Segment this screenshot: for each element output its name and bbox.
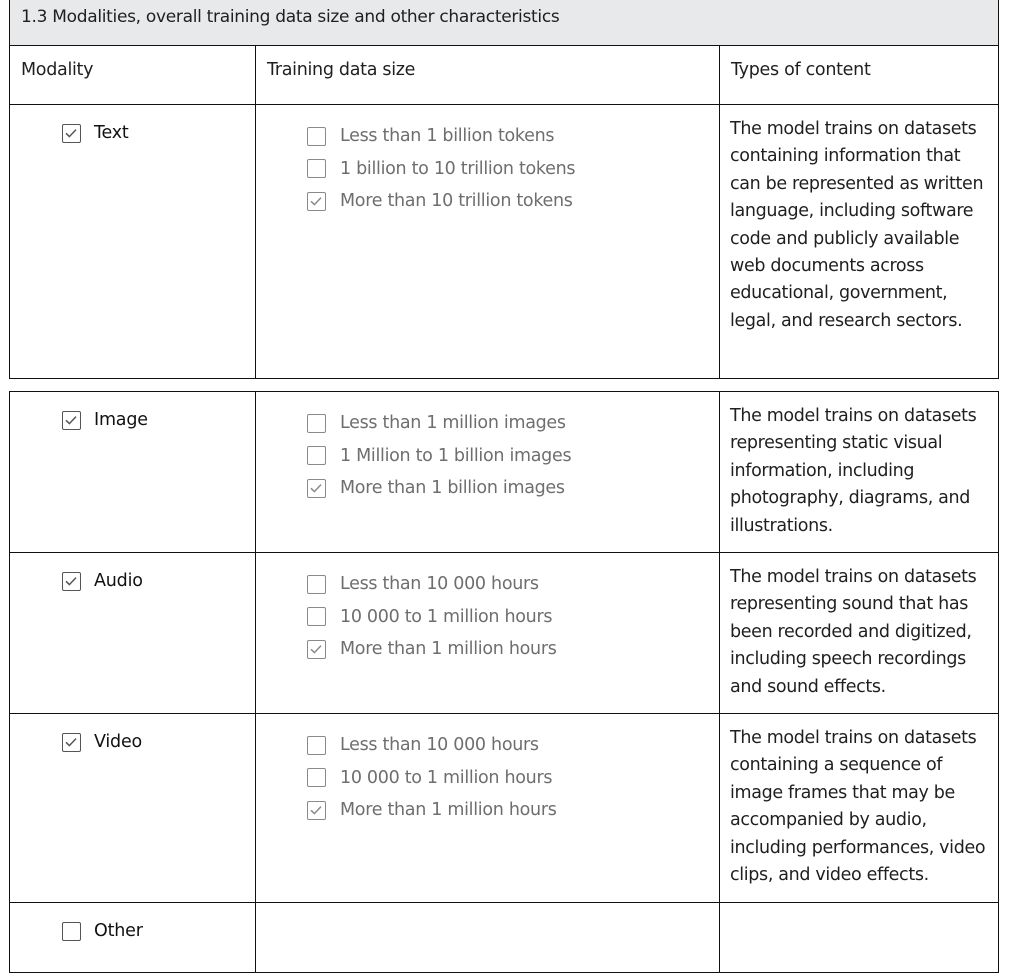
size-option[interactable]	[307, 601, 719, 634]
header-training-data-size: Training data size	[256, 46, 720, 105]
size-option-checkbox[interactable]	[307, 127, 326, 146]
modality-checkbox[interactable]	[62, 124, 81, 143]
size-option-checkbox[interactable]	[307, 159, 326, 178]
size-option-label: More than 1 million hours	[340, 639, 557, 660]
training-size-options	[256, 903, 720, 973]
size-option-checkbox[interactable]	[307, 768, 326, 787]
table-row	[10, 105, 999, 379]
size-option-label: 10 000 to 1 million hours	[340, 606, 553, 627]
modality-label: Image	[94, 410, 148, 430]
modality-label: Video	[94, 732, 143, 752]
training-size-options	[256, 553, 720, 714]
size-option[interactable]	[307, 568, 719, 601]
training-size-options	[256, 714, 720, 903]
modality-cell	[10, 903, 256, 973]
modality-checkbox[interactable]	[62, 411, 81, 430]
modality-cell	[10, 553, 256, 714]
training-size-options	[256, 105, 720, 379]
content-description: The model trains on datasets containing a sequence of image frames that may be accompanied by audio, including performances, video clips, and video effects.	[720, 714, 999, 903]
content-description: The model trains on datasets containing information that can be represented as written language, including software code and publicly available web documents across educational, government, legal, and research sectors.	[720, 105, 999, 379]
size-option-checkbox[interactable]	[307, 446, 326, 465]
header-types-of-content: Types of content	[720, 46, 999, 105]
training-size-options	[256, 392, 720, 553]
size-option-label: More than 1 million hours	[340, 800, 557, 821]
size-option-checkbox[interactable]	[307, 414, 326, 433]
size-option[interactable]	[307, 440, 719, 473]
modality-cell	[10, 105, 256, 379]
content-description: The model trains on datasets representing sound that has been recorded and digitized, including speech recordings and sound effects.	[720, 553, 999, 714]
modalities-table-part-1	[9, 0, 999, 379]
modality-cell	[10, 392, 256, 553]
modality-checkbox[interactable]	[62, 922, 81, 941]
content-description: The model trains on datasets representing static visual information, including photography, diagrams, and illustrations.	[720, 392, 999, 553]
size-option-checkbox[interactable]	[307, 479, 326, 498]
size-option-label: More than 10 trillion tokens	[340, 191, 573, 212]
size-option-label: Less than 10 000 hours	[340, 574, 539, 595]
modalities-table-part-2	[9, 391, 999, 973]
table-row	[10, 553, 999, 714]
size-option[interactable]	[307, 729, 719, 762]
size-option-checkbox[interactable]	[307, 736, 326, 755]
modality-checkbox[interactable]	[62, 733, 81, 752]
size-option-label: More than 1 billion images	[340, 478, 565, 499]
size-option-label: 1 billion to 10 trillion tokens	[340, 158, 576, 179]
size-option-label: Less than 10 000 hours	[340, 735, 539, 756]
size-option-checkbox[interactable]	[307, 801, 326, 820]
table-row	[10, 714, 999, 903]
size-option-checkbox[interactable]	[307, 640, 326, 659]
table-row	[10, 903, 999, 973]
size-option-checkbox[interactable]	[307, 607, 326, 626]
content-description	[720, 903, 999, 973]
modality-label: Other	[94, 921, 143, 941]
size-option[interactable]	[307, 185, 719, 218]
modality-label: Audio	[94, 571, 143, 591]
table-row	[10, 392, 999, 553]
modality-label: Text	[94, 123, 129, 143]
size-option-checkbox[interactable]	[307, 575, 326, 594]
size-option-label: 1 Million to 1 billion images	[340, 445, 572, 466]
size-option[interactable]	[307, 794, 719, 827]
size-option[interactable]	[307, 633, 719, 666]
size-option[interactable]	[307, 153, 719, 186]
size-option[interactable]	[307, 472, 719, 505]
size-option-label: Less than 1 billion tokens	[340, 126, 555, 147]
modality-cell	[10, 714, 256, 903]
size-option[interactable]	[307, 120, 719, 153]
size-option-checkbox[interactable]	[307, 192, 326, 211]
section-title: 1.3 Modalities, overall training data size and other characteristics	[10, 0, 999, 46]
modality-checkbox[interactable]	[62, 572, 81, 591]
size-option[interactable]	[307, 407, 719, 440]
size-option-label: 10 000 to 1 million hours	[340, 767, 553, 788]
header-modality: Modality	[10, 46, 256, 105]
size-option-label: Less than 1 million images	[340, 413, 566, 434]
size-option[interactable]	[307, 762, 719, 795]
